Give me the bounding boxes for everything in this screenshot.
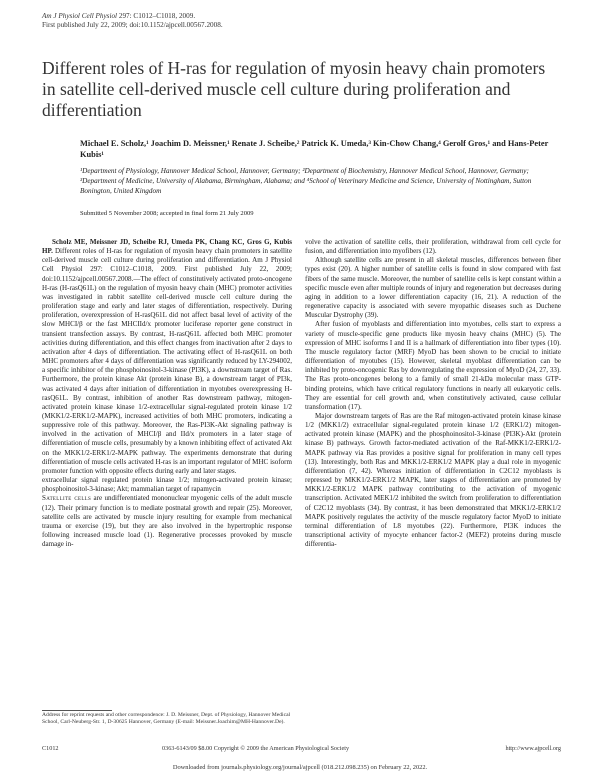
copyright-notice: 0363-6143/09 $8.00 Copyright © 2009 the American Physiological Society — [162, 745, 350, 752]
correspondence-footnote: Address for reprint requests and other correspondence: J. D. Meissner, Dept. of Physiology, Hannover Medical School, Carl-Neuberg-Str. 1, D-30625 Hannover, Germany (E-mail: Meissner.Joachim@MH-Hannover.De). — [42, 712, 291, 725]
intro-paragraph-3: After fusion of myoblasts and differentiation into myotubes, cells start to express a variety of muscle-specific gene products like myosin heavy chains (MHC) (5). The expression of MHC isoforms I and II is a hallmark of differentiation into fiber types (10). The muscle regulatory factor (MRF) MyoD has been shown to be crucial to initiate differentiation of myotubes (15). However, skeletal myoblast differentiation can be inhibited by proto-oncogenic Ras by downregulating the expression of MyoD (24, 27, 33). The Ras proto-oncogenes belong to a family of small 21-kDa molecular mass GTP-binding proteins, which have critical regulatory functions in nearly all eukaryotic cells. They are essential for cell growth and, when constitutively activated, cause cellular transformation (17). — [305, 320, 561, 411]
first-published: First published July 22, 2009; doi:10.1152/ajpcell.00567.2008. — [42, 21, 223, 29]
citation-line — [42, 12, 223, 21]
abstract-text: Different roles of H-ras for regulation of myosin heavy chain promoters in satellite cell-derived muscle cell culture during proliferation and differentiation. Am J Physiol Cell Physiol 297: C1012–C1018, 2009. First published July 22, 2009; doi:10.1152/ajpcell.00567.2008.—The effect of constitutively activated proto-oncogene H-ras (H-rasQ61L) on the regulation of myosin heavy chain (MHC) promoter activities was investigated in rabbit satellite cell-derived muscle cell culture during the proliferation stage and early and later stages of differentiation, respectively. During proliferation, overexpression of H-rasQ61L did not affect basal level of activity of the slow MHCI/β or the fast MHCIId/x promoter luciferase reporter gene construct in transient transfection assays. By contrast, H-rasQ61L affected both MHC promoter activities during differentiation, and this effect changes from inactivation after 2 days to activation after 4 days of differentiation. The activating effect of H-rasQ61L on both MHC promoters after 4 days of differentiation was significantly reduced by LY-294002, a specific inhibitor of the phosphoinositol-3-kinase (PI3K), a downstream target of Ras. Furthermore, the protein kinase Akt (protein kinase B), a downstream target of PI3k, was activated 4 days after initiation of differentiation in myotubes overexpressing H-rasQ61L. By contrast, inhibition of another Ras downstream pathway, mitogen-activated protein kinase kinase 1/2-extracellular signal-regulated protein kinase 1/2 (MKK1/2-ERK1/2-MAPK), increased activities of both MHC promoters, indicating a suppressive role of this pathway. Moreover, the Ras-PI3K-Akt signaling pathway is involved in the activation of MHCI/β and IId/x promoters in a later stage of differentiation of muscle cells, presumably by a known inhibiting effect of activated Akt on the MKK1/2-ERK1/2-MAPK pathway. The experiments demonstrate that during differentiation of muscle cells activated H-ras is an important regulator of MHC isoform promoter function with opposite effects during early and later stages. — [42, 247, 292, 475]
intro-paragraph-1-continued: volve the activation of satellite cells, their proliferation, withdrawal from cell cycle for fusion, and differentiation into myofibers (12). — [305, 238, 561, 256]
footnote-divider — [42, 710, 112, 711]
intro-lead-caps: Satellite cells — [42, 494, 92, 503]
article-title: Different roles of H-ras for regulation of myosin heavy chain promoters in satellite cell-derived muscle cell culture during proliferation and differentiation — [42, 58, 546, 120]
right-column — [305, 238, 561, 549]
author-list: Michael E. Scholz,¹ Joachim D. Meissner,¹ Renate J. Scheibe,² Patrick K. Umeda,³ Kin-Chow Chang,⁴ Gerolf Gros,¹ and Hans-Peter Kubis¹ — [80, 139, 549, 159]
keywords: extracellular signal regulated protein kinase 1/2; mitogen-activated protein kinase; phosphoinositol-3-kinase; Akt; mammalian target of rapamycin — [42, 476, 292, 494]
affiliations: ¹Department of Physiology, Hannover Medical School, Hannover, Germany; ²Department of Biochemistry, Hannover Medical School, Hannover, Germany; ³Department of Medicine, University of Alabama, Birmingham, Alabama; and ⁴School of Veterinary Medicine and Science, University of Nottingham, Sutton Bonington, United Kingdom — [80, 167, 532, 195]
journal-name: Am J Physiol Cell Physiol — [42, 12, 118, 20]
intro-paragraph-2: Although satellite cells are present in all skeletal muscles, differences between fiber types exist (20). A higher number of satellite cells is found in slow compared with fast fibers of the same muscle. Moreover, the number of satellite cells is kept constant within a specific muscle even after multiple rounds of injury and regeneration but decreases during aging in addition to a lower differentiation capacity (16, 21). A reduction of the regenerative capacity is associated with severe myopathic diseases such as Duchene Muscular Dystrophy (39). — [305, 256, 561, 320]
intro-paragraph-1 — [42, 494, 292, 549]
abstract-citation-lead: Scholz ME, Meissner JD, Scheibe RJ, Umeda PK, Chang KC, Gros G, Kubis HP. — [42, 238, 292, 256]
page-number: C1012 — [42, 745, 59, 752]
left-column — [42, 238, 292, 549]
submission-dates: Submitted 5 November 2008; accepted in final form 21 July 2009 — [80, 210, 254, 217]
journal-url-link[interactable]: http://www.ajpcell.org — [505, 745, 561, 752]
citation-volume: 297: C1012–C1018, 2009. — [117, 12, 196, 20]
abstract — [42, 238, 292, 476]
intro-paragraph-1-text: are undifferentiated mononuclear myogenic cells of the adult muscle (12). Their primary function is to mediate postnatal growth and repair (25). Moreover, satellite cells are activated by muscle injury resulting for example from mechanical trauma or exercise (19), but they are also involved in the hypertrophic response following increased muscle load (1). Regenerative processes provoked by muscle damage in- — [42, 494, 292, 549]
download-notice: Downloaded from journals.physiology.org/journal/ajpcell (018.212.098.235) on February 22, 2022. — [172, 764, 428, 771]
journal-header — [42, 12, 223, 30]
intro-paragraph-4: Major downstream targets of Ras are the Raf mitogen-activated protein kinase kinase 1/2 (MKK1/2) extracellular signal-regulated protein kinase 1/2 (ERK1/2) mitogen-activated protein kinase (MAPK) and the phosphoinositol-3-kinase (PI3K)-Akt (protein kinase B) pathways. Growth factor-mediated activation of the Raf-MKK1/2-ERK1/2-MAPK pathway via Ras provides a positive signal for proliferation in many cell types (13). Interestingly, both Ras and MKK1/2-ERK1/2 MAPK play a dual role in myogenic differentiation (7, 42). Whereas initiation of differentiation in C2C12 myoblasts is repressed by MKK1/2-ERK1/2 MAPK, later stages of differentiation are promoted by MKK1/2-ERK1/2 MAPK pathway contributing to the activation of myogenic transcription. Activated MEK1/2 inhibited the switch from proliferation to differentiation of C2C12 myoblasts (34). By contrast, it has been demonstrated that MKK1/2-ERK1/2 MAPK positively regulates the activity of the muscle regulatory factor MyoD to initiate terminal differentiation of L8 myotubes (22). Furthermore, PI3K induces the transcriptional activity of myocyte enhancer factor-2 (MEF2) proteins during muscle differentia- — [305, 411, 561, 549]
